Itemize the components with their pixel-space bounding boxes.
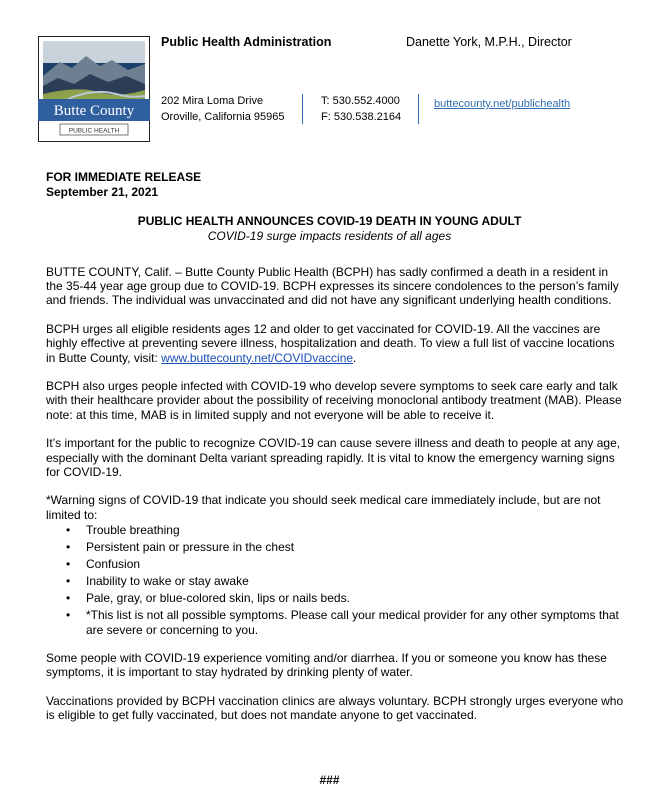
press-release-body [46, 265, 626, 737]
list-item [46, 523, 626, 537]
list-item-text: Persistent pain or pressure in the chest [86, 539, 295, 554]
header-divider [418, 94, 419, 124]
address-line-1: 202 Mira Loma Drive [161, 95, 264, 107]
list-item-text: Inability to wake or stay awake [86, 574, 249, 589]
list-item-text: Pale, gray, or blue-colored skin, lips or nails beds. [86, 591, 350, 606]
paragraph-6: Vaccinations provided by BCPH vaccination clinics are always voluntary. BCPH strongly urges everyone who is eligible to get fully vaccinated, but does not mandate anyone to get vaccinated. [46, 693, 624, 723]
paragraph-2-end: . [353, 350, 357, 365]
bullet-icon: • [66, 574, 71, 589]
paragraph-4: It’s important for the public to recognize COVID-19 can cause severe illness and death to people at any age, especially with the dominant Delta variant spreading rapidly. It is vital to know the emergency warning signs for COVID-19. [46, 436, 621, 479]
contact-block [321, 94, 401, 125]
phone-number: T: 530.552.4000 [321, 95, 400, 107]
director-name: Danette York, M.P.H., Director [406, 35, 572, 49]
list-item [46, 591, 626, 605]
org-name: Public Health Administration [161, 35, 332, 49]
bullet-icon: • [66, 557, 71, 572]
subheadline: COVID-19 surge impacts residents of all ages [207, 229, 452, 243]
list-item [46, 608, 626, 637]
logo-text: Butte County [53, 103, 135, 119]
vaccine-locations-link[interactable]: www.buttecounty.net/COVIDvaccine [161, 350, 354, 365]
release-info [46, 170, 201, 200]
list-item [46, 557, 626, 571]
headline: PUBLIC HEALTH ANNOUNCES COVID-19 DEATH IN YOUNG ADULT [137, 214, 522, 228]
paragraph-2-text: BCPH urges all eligible residents ages 12 and older to get vaccinated for COVID-19. All the vaccines are highly effective at preventing severe illness, hospitalization and death. To view a full list of vaccine locations in Butte County, visit: [46, 322, 615, 365]
warning-intro: *Warning signs of COVID-19 that indicate you should seek medical care immediately include, but are not limited to: [46, 493, 601, 522]
end-mark: ### [319, 773, 340, 787]
address-block [161, 94, 285, 125]
paragraph-5: Some people with COVID-19 experience vomiting and/or diarrhea. If you or someone you know has these symptoms, it is important to stay hydrated by drinking plenty of water. [46, 650, 607, 680]
warning-signs-list [46, 523, 626, 637]
bullet-icon: • [66, 539, 71, 554]
paragraph-3: BCPH also urges people infected with COVID-19 who develop severe symptoms to seek care early and talk with their healthcare provider about the possibility of receiving monoclonal antibody treatment (MAB). Please note: at this time, MAB is in limited supply and not everyone will be able to receive it. [46, 379, 622, 422]
bullet-icon: • [66, 591, 71, 606]
bullet-icon: • [66, 608, 71, 623]
release-label: FOR IMMEDIATE RELEASE [46, 170, 202, 184]
paragraph-1: BUTTE COUNTY, Calif. – Butte County Public Health (BCPH) has sadly confirmed a death in a resident in the 35-44 year age group due to COVID-19. BCPH expresses its sincere condolences to the person’s family and friends. The individual was unvaccinated and did not have any significant underlying health conditions. [46, 265, 619, 308]
list-item [46, 574, 626, 588]
list-item-text: Trouble breathing [86, 522, 180, 537]
logo-subtext: PUBLIC HEALTH [68, 127, 120, 135]
list-item-text: Confusion [86, 557, 141, 572]
header-divider [302, 94, 303, 124]
paragraph-2 [46, 322, 626, 365]
website-link[interactable]: buttecounty.net/publichealth [434, 98, 571, 110]
butte-county-logo [38, 36, 150, 142]
list-item [46, 540, 626, 554]
fax-number: F: 530.538.2164 [321, 110, 402, 123]
bullet-icon: • [66, 522, 71, 537]
release-date: September 21, 2021 [46, 185, 159, 199]
list-item-text: *This list is not all possible symptoms. Please call your medical provider for any other symptoms that are severe or concerning to you. [86, 608, 619, 637]
address-line-2: Oroville, California 95965 [161, 110, 285, 123]
